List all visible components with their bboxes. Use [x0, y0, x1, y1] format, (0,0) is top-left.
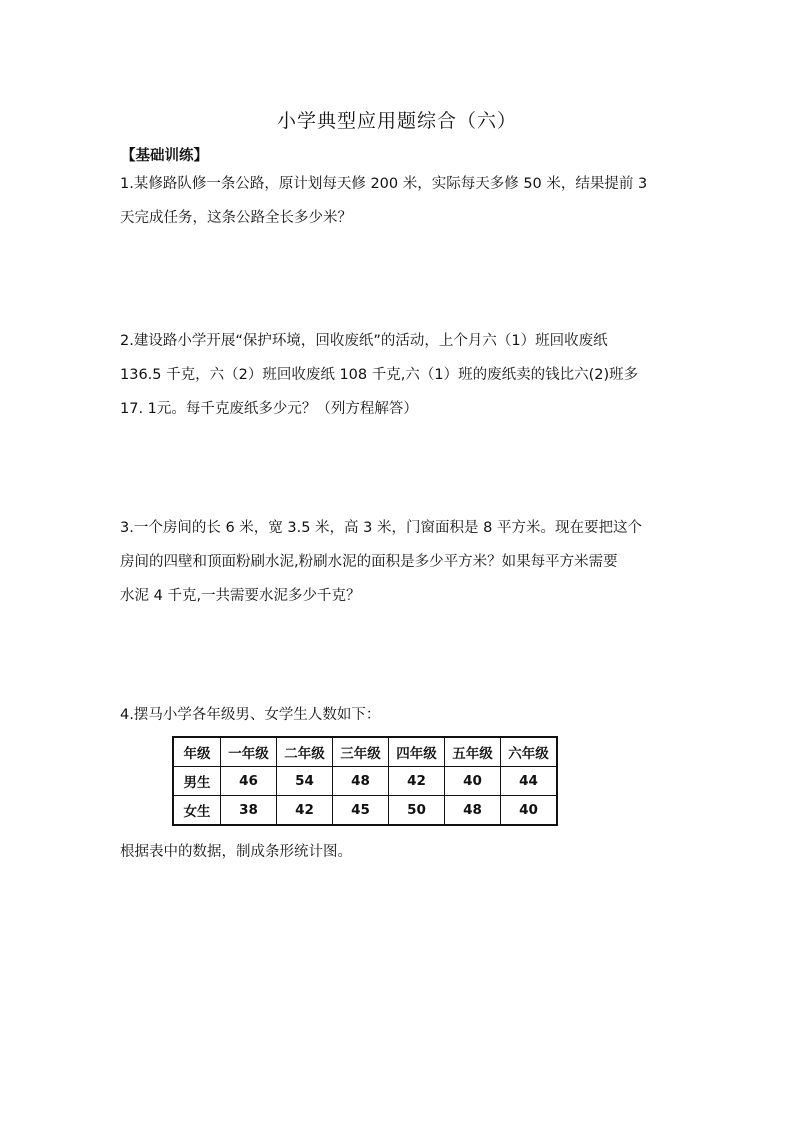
question-line: 水泥 4 千克,一共需要水泥多少千克？ — [120, 588, 361, 604]
table-cell: 45 — [333, 796, 389, 826]
table-cell: 46 — [221, 767, 277, 796]
section-heading: 【基础训练】 — [121, 148, 208, 164]
table-corner-cell: 年级 — [173, 737, 221, 767]
instruction-note: 根据表中的数据，制成条形统计图。 — [120, 844, 352, 860]
table-cell: 40 — [445, 767, 501, 796]
question-4 — [120, 698, 680, 732]
question-line: 2.建设路小学开展“保护环境，回收废纸”的活动，上个月六（1）班回收废纸 — [120, 333, 608, 349]
table-row-label: 女生 — [173, 796, 221, 826]
table-cell: 44 — [501, 767, 558, 796]
question-line: 天完成任务，这条公路全长多少米？ — [120, 210, 352, 226]
table-header-cell: 二年级 — [277, 737, 333, 767]
table-cell: 48 — [445, 796, 501, 826]
table-row-label: 男生 — [173, 767, 221, 796]
question-line: 房间的四壁和顶面粉刷水泥,粉刷水泥的面积是多少平方米？如果每平方米需要 — [120, 554, 618, 570]
table-header-cell: 六年级 — [501, 737, 558, 767]
question-line: 136.5 千克，六（2）班回收废纸 108 千克,六（1）班的废纸卖的钱比六(2)班多 — [120, 367, 639, 383]
table-header-cell: 三年级 — [333, 737, 389, 767]
table-header-cell: 四年级 — [389, 737, 445, 767]
table-header-cell: 五年级 — [445, 737, 501, 767]
table-cell: 54 — [277, 767, 333, 796]
question-line: 1.某修路队修一条公路，原计划每天修 200 米，实际每天多修 50 米，结果提前 3 — [120, 176, 648, 192]
table-header-cell: 一年级 — [221, 737, 277, 767]
table-cell: 38 — [221, 796, 277, 826]
table-row — [173, 796, 557, 826]
question-3 — [120, 511, 680, 613]
table-cell: 42 — [277, 796, 333, 826]
question-1 — [120, 167, 680, 235]
table-cell: 50 — [389, 796, 445, 826]
table-header-row — [173, 737, 557, 767]
table-cell: 40 — [501, 796, 558, 826]
question-line: 17. 1元。每千克废纸多少元？（列方程解答） — [120, 401, 418, 417]
student-count-table — [172, 736, 558, 826]
table-cell: 48 — [333, 767, 389, 796]
table-cell: 42 — [389, 767, 445, 796]
question-2 — [120, 324, 680, 426]
table-row — [173, 767, 557, 796]
question-line: 4.摆马小学各年级男、女学生人数如下： — [120, 707, 381, 723]
question-line: 3.一个房间的长 6 米，宽 3.5 米，高 3 米，门窗面积是 8 平方米。现在要把这个 — [120, 520, 642, 536]
page-title: 小学典型应用题综合（六） — [276, 110, 517, 132]
